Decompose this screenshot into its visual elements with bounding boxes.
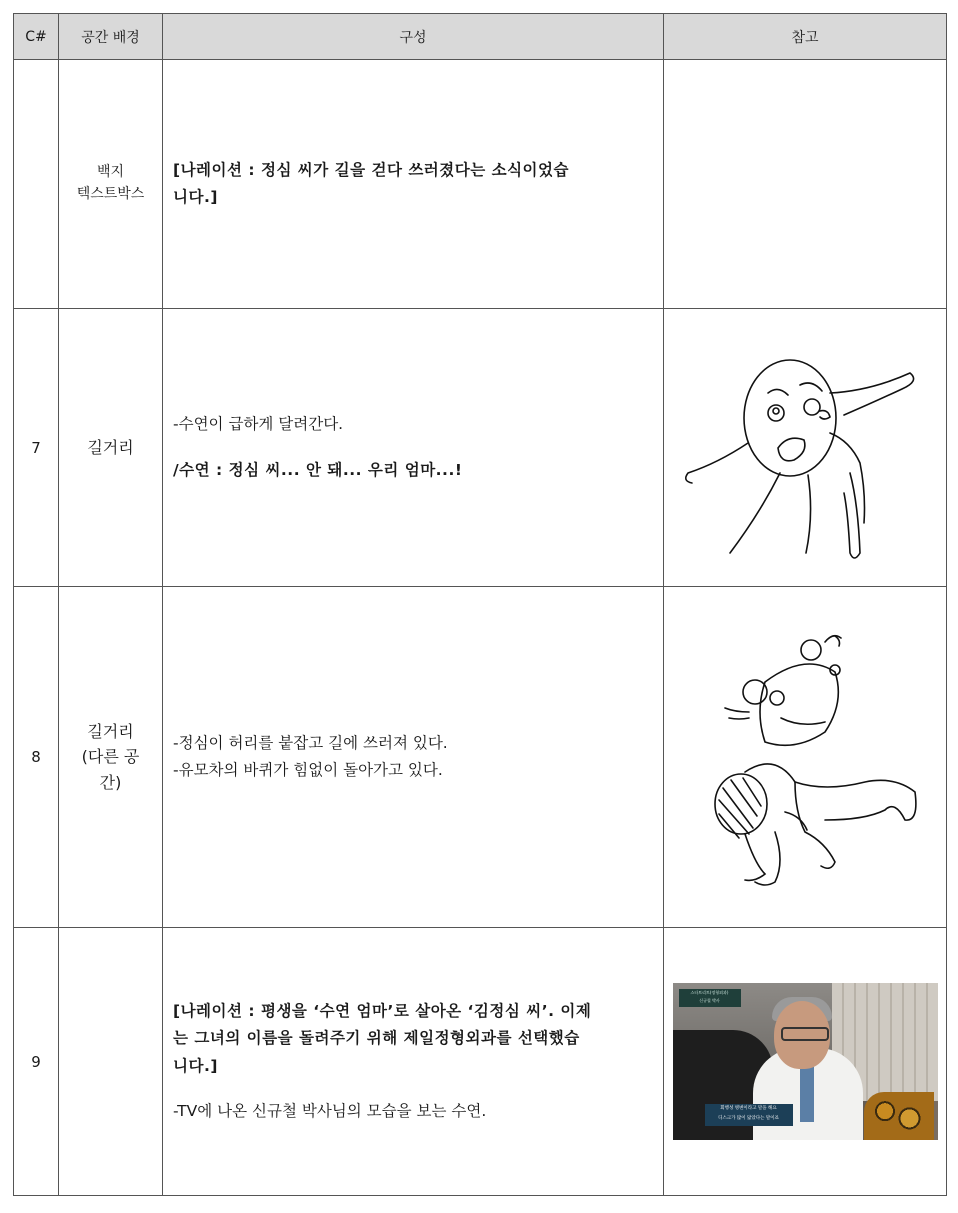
cut-number — [14, 60, 59, 309]
background-line: 간) — [99, 772, 122, 792]
action-line: -정심이 허리를 붙잡고 길에 쓰러져 있다. — [173, 733, 448, 752]
narration-line: [나레이션 : 평생을 ‘수연 엄마’로 살아온 ‘김정심 씨’. 이제 — [173, 1002, 592, 1021]
background-line: (다른 공 — [81, 747, 140, 767]
subtitle-line: 회행성 병변이라고 말을 해요 — [720, 1106, 777, 1111]
composition — [163, 928, 664, 1196]
tv-subtitle — [705, 1104, 793, 1126]
logo-line: 스타트리트(정형외과) — [690, 990, 729, 995]
table-row — [14, 309, 947, 587]
header-row — [14, 14, 947, 60]
cut-number: 9 — [14, 928, 59, 1196]
reference — [664, 587, 947, 928]
action-line: -TV에 나온 신규철 박사님의 모습을 보는 수연. — [173, 1101, 487, 1120]
action-line: -수연이 급하게 달려간다. — [173, 415, 344, 434]
tv-channel-logo — [679, 989, 741, 1007]
space-background — [59, 928, 163, 1196]
background-line: 길거리 — [87, 721, 134, 741]
fallen-figure-sketch-icon — [685, 622, 925, 892]
space-background — [59, 587, 163, 928]
cut-number: 8 — [14, 587, 59, 928]
header-reference: 참고 — [664, 14, 947, 60]
action-line: -유모차의 바퀴가 힘없이 돌아가고 있다. — [173, 761, 443, 779]
running-figure-sketch-icon — [680, 323, 930, 573]
narration-line: 니다.] — [173, 188, 218, 206]
composition — [163, 309, 664, 587]
table-row — [14, 587, 947, 928]
background-line: 길거리 — [87, 437, 134, 457]
space-background — [59, 309, 163, 587]
storyboard-table — [13, 13, 947, 1196]
composition — [163, 587, 664, 928]
header-background: 공간 배경 — [59, 14, 163, 60]
space-background — [59, 60, 163, 309]
narration-line: 니다.] — [173, 1056, 218, 1075]
reference — [664, 60, 947, 309]
narration-line: 는 그녀의 이름을 돌려주기 위해 제일정형외과를 선택했습 — [173, 1029, 580, 1048]
tv-doctor-photo — [673, 983, 938, 1140]
dialogue-line: /수연 : 정심 씨... 안 돼... 우리 엄마...! — [173, 460, 463, 479]
background-line: 백지 — [96, 164, 125, 181]
reference — [664, 309, 947, 587]
subtitle-line: 디스크가 많이 닳았다는 말이죠 — [718, 1116, 779, 1121]
cut-number: 7 — [14, 309, 59, 587]
narration-line: [나레이션 : 정심 씨가 길을 걷다 쓰러졌다는 소식이었습 — [173, 160, 569, 179]
background-line: 텍스트박스 — [76, 186, 145, 202]
header-composition: 구성 — [163, 14, 664, 60]
reference — [664, 928, 947, 1196]
logo-line: 신규철 박사 — [699, 998, 720, 1003]
header-cut-number: C# — [14, 14, 59, 60]
table-row — [14, 60, 947, 309]
composition — [163, 60, 664, 309]
table-row — [14, 928, 947, 1196]
